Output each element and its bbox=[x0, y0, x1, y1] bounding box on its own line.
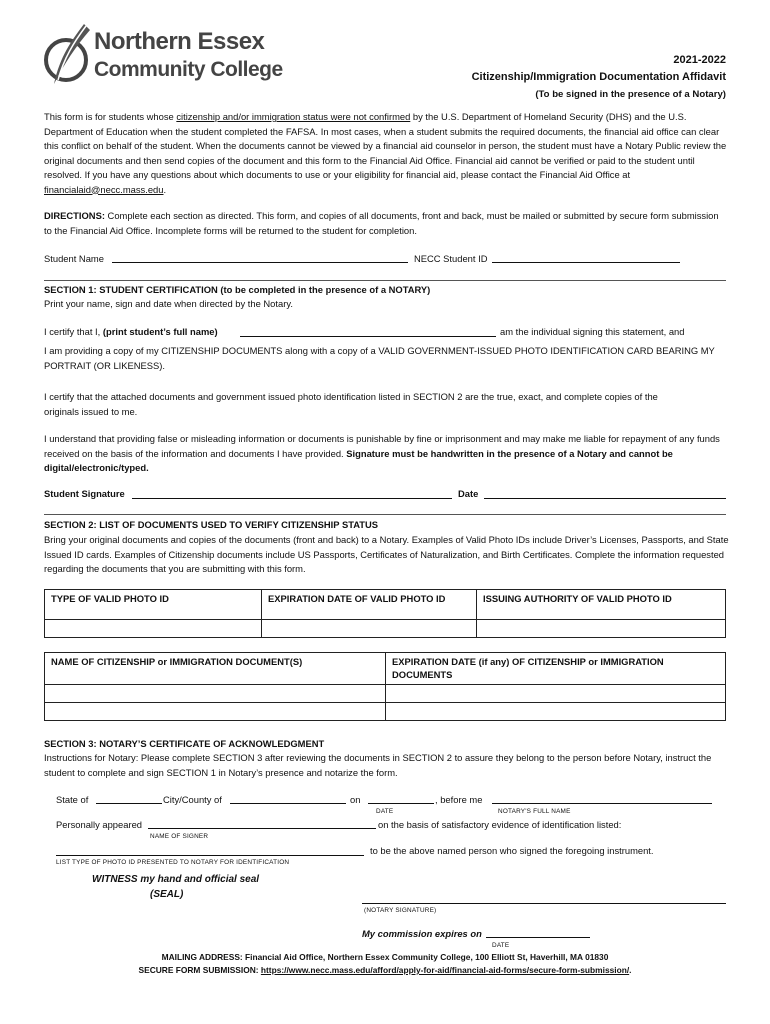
citizenship-doc-name-cell[interactable] bbox=[45, 703, 386, 721]
notary-date-field[interactable] bbox=[368, 803, 434, 804]
before-me-label: , before me bbox=[435, 794, 483, 805]
section1-title: SECTION 1: STUDENT CERTIFICATION (to be completed in the presence of a NOTARY) bbox=[44, 284, 431, 295]
col-header-citizenship-doc-name: NAME OF CITIZENSHIP or IMMIGRATION DOCUMENT(S) bbox=[45, 653, 386, 685]
signer-caption: NAME OF SIGNER bbox=[150, 833, 209, 840]
form-subtitle: (To be signed in the presence of a Notary) bbox=[535, 89, 726, 100]
certify-post: am the individual signing this statement, and bbox=[500, 326, 685, 337]
certify-line: I certify that I, (print student’s full name) bbox=[44, 326, 218, 337]
secure-form-link[interactable]: https://www.necc.mass.edu/afford/apply-for-aid/financial-aid-forms/secure-form-submission/ bbox=[260, 965, 630, 975]
above-named-text: to be the above named person who signed the foregoing instrument. bbox=[370, 845, 654, 856]
on-label: on bbox=[350, 794, 361, 805]
state-label: State of bbox=[56, 794, 89, 805]
financial-aid-email-link[interactable]: financialaid@necc.mass.edu bbox=[44, 183, 164, 195]
date-label: Date bbox=[458, 488, 479, 499]
photo-id-type-cell[interactable] bbox=[45, 620, 262, 638]
notary-full-name-field[interactable] bbox=[492, 803, 712, 804]
witness-text: WITNESS my hand and official seal bbox=[92, 874, 260, 885]
seal-text: (SEAL) bbox=[150, 889, 184, 900]
col-header-issuing-authority: ISSUING AUTHORITY OF VALID PHOTO ID bbox=[477, 590, 726, 620]
city-county-label: City/County of bbox=[163, 794, 222, 805]
personally-appeared-label: Personally appeared bbox=[56, 819, 142, 830]
col-header-photo-id-expiration: EXPIRATION DATE OF VALID PHOTO ID bbox=[262, 590, 477, 620]
college-logo bbox=[44, 22, 283, 92]
section1-instructions: Print your name, sign and date when directed by the Notary. bbox=[44, 298, 293, 309]
basis-text: on the basis of satisfactory evidence of identification listed: bbox=[378, 819, 622, 830]
photo-id-presented-caption: LIST TYPE OF PHOTO ID PRESENTED TO NOTARY FOR IDENTIFICATION bbox=[56, 859, 290, 866]
citizenship-doc-expiration-cell[interactable] bbox=[386, 685, 726, 703]
directions: DIRECTIONS: Complete each section as directed. This form, and copies of all documents, front and back, must be mailed or submitted by secure form submission to the Financial Aid Office. Incomplete forms will be returned to the student for completion. bbox=[44, 210, 719, 236]
student-id-field[interactable] bbox=[492, 262, 680, 263]
col-header-photo-id-type: TYPE OF VALID PHOTO ID bbox=[45, 590, 262, 620]
notary-full-name-caption: NOTARY'S FULL NAME bbox=[498, 808, 571, 815]
commission-date-caption: DATE bbox=[492, 942, 510, 949]
form-year: 2021-2022 bbox=[673, 54, 726, 66]
commission-date-field[interactable] bbox=[486, 937, 590, 938]
photo-id-presented-field[interactable] bbox=[56, 855, 364, 856]
logo-emblem-icon bbox=[44, 22, 92, 92]
signature-date-field[interactable] bbox=[484, 498, 726, 499]
state-field[interactable] bbox=[96, 803, 162, 804]
intro-paragraph: This form is for students whose citizenship and/or immigration status were not confirmed by the U.S. Department of Homeland Security (DHS) and the U.S. Department of Education when the student completed the FAFSA. In most cases, when a student submits the required documents, the financial aid office can clear this conflict on behalf of the student. When the documents cannot be viewed by a financial aid counselor in person, the student must have a Notary Public review the original documents and then send copies of the document and this form to the Financial Aid Office. Financial aid cannot be verified or paid to the student until resolved. If you have any questions about which documents to use or your eligibility for financial aid, please contact the Financial Aid Office at financialaid@necc.mass.edu. bbox=[44, 111, 727, 195]
intro-underlined: citizenship and/or immigration status were not confirmed bbox=[176, 111, 411, 122]
signer-name-field[interactable] bbox=[148, 828, 376, 829]
student-signature-label: Student Signature bbox=[44, 488, 125, 499]
section3-text: Instructions for Notary: Please complete SECTION 3 after reviewing the documents in SECTION 2 to assure they belong to the person before Notary, instruct the student to complete and sign SECTION 1 in Notary’s presence and notarize the form. bbox=[44, 752, 712, 778]
citizenship-doc-expiration-cell[interactable] bbox=[386, 703, 726, 721]
student-name-field[interactable] bbox=[112, 262, 408, 263]
photo-id-expiration-cell[interactable] bbox=[262, 620, 477, 638]
student-full-name-field[interactable] bbox=[240, 336, 496, 337]
notary-signature-caption: (NOTARY SIGNATURE) bbox=[364, 907, 437, 914]
city-county-field[interactable] bbox=[230, 803, 346, 804]
notary-signature-field[interactable] bbox=[362, 903, 726, 904]
date-caption: DATE bbox=[376, 808, 394, 815]
section1-para3: I certify that the attached documents and government issued photo identification listed in SECTION 2 are the true, exact, and complete copies of the originals issued to me. bbox=[44, 391, 658, 417]
student-name-label: Student Name bbox=[44, 253, 104, 264]
section2-title: SECTION 2: LIST OF DOCUMENTS USED TO VERIFY CITIZENSHIP STATUS bbox=[44, 519, 379, 530]
mailing-address: MAILING ADDRESS: Financial Aid Office, Northern Essex Community College, 100 Elliott St, Haverhill, MA 01830 bbox=[161, 952, 609, 962]
section1-para4: I understand that providing false or misleading information or documents is punishable by fine or imprisonment and may make me liable for repayment of any funds received on the basis of the information and documents I have provided. Signature must be handwritten in the presence of a Notary and cannot be digital/electronic/typed. bbox=[44, 433, 720, 473]
form-title: Citizenship/Immigration Documentation Affidavit bbox=[471, 71, 726, 83]
citizenship-doc-name-cell[interactable] bbox=[45, 685, 386, 703]
commission-label: My commission expires on bbox=[362, 928, 482, 939]
logo-line1: Northern Essex bbox=[94, 28, 265, 55]
divider bbox=[44, 280, 726, 281]
student-signature-field[interactable] bbox=[132, 498, 452, 499]
photo-id-table bbox=[44, 589, 726, 638]
issuing-authority-cell[interactable] bbox=[477, 620, 726, 638]
logo-line2: Community College bbox=[94, 58, 283, 81]
section3-title: SECTION 3: NOTARY’S CERTIFICATE OF ACKNOWLEDGMENT bbox=[44, 738, 325, 749]
col-header-citizenship-doc-expiration: EXPIRATION DATE (if any) OF CITIZENSHIP or IMMIGRATION DOCUMENTS bbox=[386, 653, 726, 685]
secure-submission: SECURE FORM SUBMISSION: https://www.necc.mass.edu/afford/apply-for-aid/financial-aid-forms/secure-form-submission/. bbox=[138, 965, 632, 975]
citizenship-doc-table bbox=[44, 652, 726, 721]
student-id-label: NECC Student ID bbox=[414, 253, 488, 264]
section1-para2: I am providing a copy of my CITIZENSHIP DOCUMENTS along with a copy of a VALID GOVERNMENT-ISSUED PHOTO IDENTIFICATION CARD BEARING MY PORTRAIT (OR LIKENESS). bbox=[44, 345, 715, 371]
divider bbox=[44, 514, 726, 515]
section2-text: Bring your original documents and copies of the documents (front and back) to a Notary. Examples of Valid Photo IDs include Driver’s Licenses, Passports, and State Issued ID cards. Examples of Citizenship documents include US Passports, Certificates of Naturalization, and Birth Certificates. Complete the information requested regarding the documents that you are submitting with this form. bbox=[44, 534, 729, 574]
